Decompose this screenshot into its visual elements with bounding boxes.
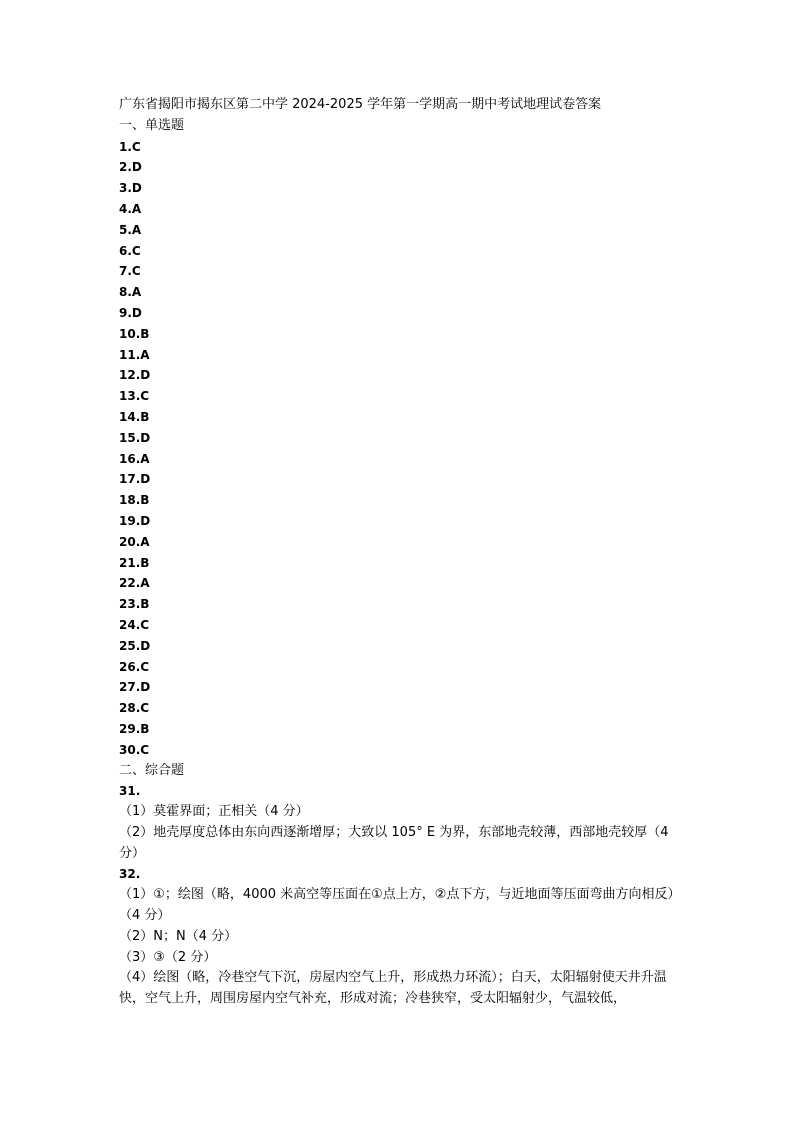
answer-item: 30.C — [119, 742, 150, 757]
answer-item: 15.D — [119, 430, 151, 445]
answer-item: 29.B — [119, 721, 150, 736]
question-32-part-1: （1）①；绘图（略，4000 米高空等压面在①点上方，②点下方，与近地面等压面弯曲方向相反）（4 分） — [119, 887, 674, 924]
answer-item: 10.B — [119, 326, 150, 341]
section-1-heading: 一、单选题 — [119, 117, 185, 133]
answer-item: 25.D — [119, 638, 151, 653]
answer-item: 27.D — [119, 680, 151, 695]
answer-item: 3.D — [119, 181, 142, 196]
question-32-number: 32. — [119, 867, 141, 882]
question-31-part-2: （2）地壳厚度总体由东向西逐渐增厚；大致以 105° E 为界，东部地壳较薄，西部地壳较厚（4 分） — [119, 824, 669, 861]
answer-item: 22.A — [119, 576, 150, 591]
section-2-heading: 二、综合题 — [119, 762, 185, 778]
answer-item: 26.C — [119, 659, 150, 674]
answer-item: 18.B — [119, 493, 150, 508]
answer-item: 14.B — [119, 409, 150, 424]
document-title: 广东省揭阳市揭东区第二中学 2024-2025 学年第一学期高一期中考试地理试卷答案 — [119, 97, 602, 112]
answer-item: 6.C — [119, 243, 141, 258]
answer-item: 1.C — [119, 139, 141, 154]
answer-item: 12.D — [119, 368, 151, 383]
answer-item: 20.A — [119, 534, 150, 549]
answer-item: 13.C — [119, 389, 150, 404]
answer-item: 5.A — [119, 222, 142, 237]
question-31-part-1: （1）莫霍界面；正相关（4 分） — [119, 804, 309, 820]
question-32-part-3: （3）③（2 分） — [119, 949, 217, 965]
answer-item: 7.C — [119, 264, 141, 279]
answer-item: 23.B — [119, 597, 150, 612]
answer-item: 2.D — [119, 160, 142, 175]
answer-item: 16.A — [119, 451, 150, 466]
question-31-number: 31. — [119, 784, 141, 799]
answer-item: 17.D — [119, 472, 151, 487]
answer-item: 24.C — [119, 617, 150, 632]
answer-item: 11.A — [119, 347, 150, 362]
answer-item: 19.D — [119, 513, 151, 528]
question-32-part-4: （4）绘图（略，冷巷空气下沉，房屋内空气上升，形成热力环流）；白天，太阳辐射使天井升温快，空气上升，周围房屋内空气补充，形成对流；冷巷狭窄，受太阳辐射少，气温较低， — [119, 970, 667, 1007]
question-32-part-2: （2）N；N（4 分） — [119, 928, 238, 944]
answer-item: 4.A — [119, 201, 142, 216]
answer-item: 28.C — [119, 701, 150, 716]
answer-item: 9.D — [119, 305, 142, 320]
answer-sheet-page — [119, 95, 679, 1010]
answer-item: 8.A — [119, 285, 142, 300]
answer-item: 21.B — [119, 555, 150, 570]
